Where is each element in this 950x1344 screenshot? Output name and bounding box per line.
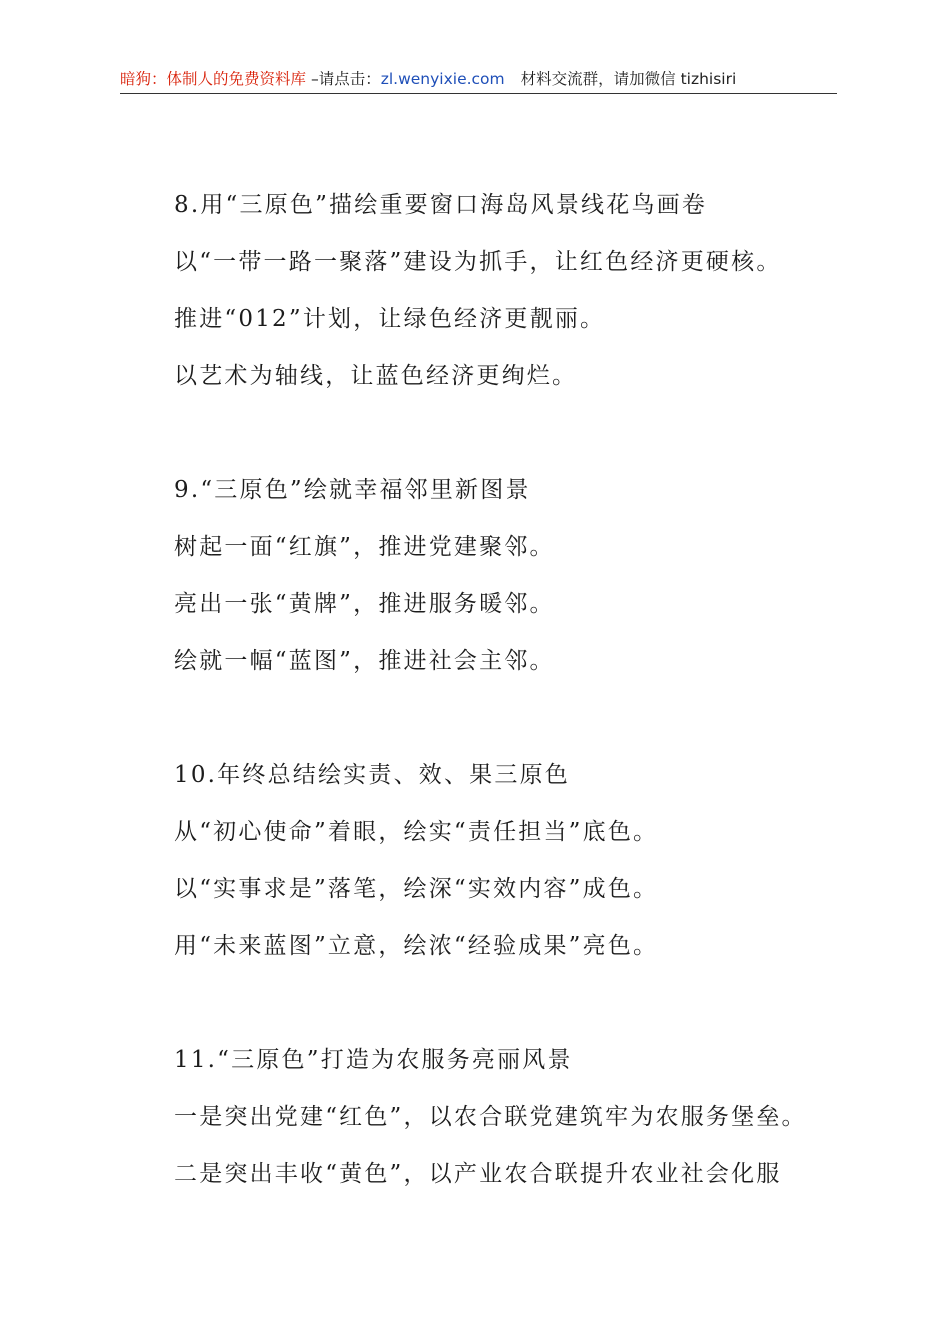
section-9-title: 9.“三原色”绘就幸福邻里新图景 bbox=[174, 477, 531, 503]
section-9-line-3: 绘就一幅“蓝图”，推进社会主邻。 bbox=[174, 648, 555, 674]
header-divider bbox=[120, 93, 837, 94]
section-10-line-1: 从“初心使命”着眼，绘实“责任担当”底色。 bbox=[174, 819, 659, 845]
section-8-line-1: 以“一带一路一聚落”建设为抓手，让红色经济更硬核。 bbox=[174, 249, 782, 275]
section-10-line-2: 以“实事求是”落笔，绘深“实效内容”成色。 bbox=[174, 876, 659, 902]
section-11-title: 11.“三原色”打造为农服务亮丽风景 bbox=[174, 1047, 573, 1073]
section-8-line-3: 以艺术为轴线，让蓝色经济更绚烂。 bbox=[174, 363, 578, 389]
page-header bbox=[120, 66, 836, 92]
section-8-title: 8.用“三原色”描绘重要窗口海岛风景线花鸟画卷 bbox=[174, 192, 708, 218]
section-11-line-1: 一是突出党建“红色”，以农合联党建筑牢为农服务堡垒。 bbox=[174, 1104, 807, 1130]
section-11-line-2: 二是突出丰收“黄色”，以产业农合联提升农业社会化服 bbox=[174, 1161, 782, 1187]
header-url-link[interactable]: zl.wenyixie.com bbox=[380, 70, 505, 88]
header-prompt: –请点击： bbox=[306, 70, 381, 88]
header-contact: 材料交流群，请加微信 tizhisiri bbox=[520, 70, 737, 88]
section-8-line-2: 推进“012”计划，让绿色经济更靓丽。 bbox=[174, 306, 606, 332]
section-10-title: 10.年终总结绘实责、效、果三原色 bbox=[174, 762, 570, 788]
section-10-line-3: 用“未来蓝图”立意，绘浓“经验成果”亮色。 bbox=[174, 933, 659, 959]
section-9-line-2: 亮出一张“黄牌”，推进服务暖邻。 bbox=[174, 591, 555, 617]
section-9-line-1: 树起一面“红旗”，推进党建聚邻。 bbox=[174, 534, 555, 560]
header-site-name: 暗狗：体制人的免费资料库 bbox=[120, 70, 307, 88]
